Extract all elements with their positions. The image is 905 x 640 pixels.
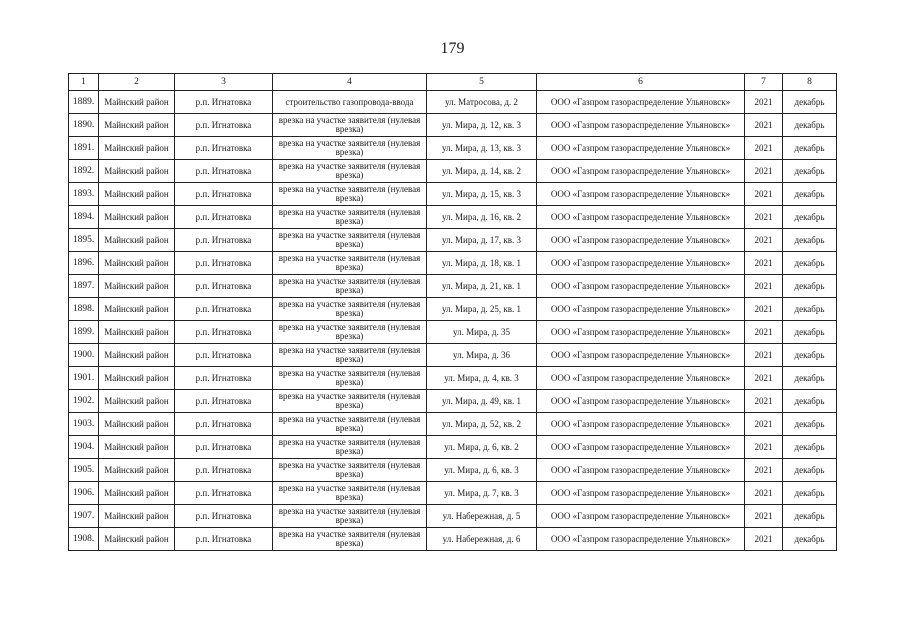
table-row [69,528,837,551]
work-type-cell: врезка на участке заявителя (нулевая врезка) [273,321,427,344]
column-header: 2 [99,74,175,91]
district-cell: Майнский район [99,206,175,229]
district-cell: Майнский район [99,137,175,160]
year-cell: 2021 [745,91,783,114]
address-cell: ул. Мира, д. 25, кв. 1 [427,298,537,321]
year-cell: 2021 [745,344,783,367]
year-cell: 2021 [745,459,783,482]
district-cell: Майнский район [99,114,175,137]
table-row [69,321,837,344]
table-row [69,390,837,413]
registry-table [68,73,837,551]
year-cell: 2021 [745,206,783,229]
table-row [69,160,837,183]
column-header: 5 [427,74,537,91]
month-cell: декабрь [783,413,837,436]
district-cell: Майнский район [99,275,175,298]
month-cell: декабрь [783,229,837,252]
table-row [69,229,837,252]
district-cell: Майнский район [99,413,175,436]
table-row [69,114,837,137]
month-cell: декабрь [783,436,837,459]
row-number-cell: 1904. [69,436,99,459]
work-type-cell: врезка на участке заявителя (нулевая врезка) [273,252,427,275]
year-cell: 2021 [745,275,783,298]
year-cell: 2021 [745,114,783,137]
year-cell: 2021 [745,390,783,413]
year-cell: 2021 [745,528,783,551]
address-cell: ул. Мира, д. 12, кв. 3 [427,114,537,137]
locality-cell: р.п. Игнатовка [175,321,273,344]
locality-cell: р.п. Игнатовка [175,344,273,367]
work-type-cell: врезка на участке заявителя (нулевая врезка) [273,367,427,390]
work-type-cell: врезка на участке заявителя (нулевая врезка) [273,528,427,551]
month-cell: декабрь [783,367,837,390]
organization-cell: ООО «Газпром газораспределение Ульяновск» [537,206,745,229]
locality-cell: р.п. Игнатовка [175,390,273,413]
organization-cell: ООО «Газпром газораспределение Ульяновск» [537,160,745,183]
column-header: 8 [783,74,837,91]
row-number-cell: 1896. [69,252,99,275]
month-cell: декабрь [783,482,837,505]
row-number-cell: 1895. [69,229,99,252]
organization-cell: ООО «Газпром газораспределение Ульяновск» [537,367,745,390]
locality-cell: р.п. Игнатовка [175,275,273,298]
locality-cell: р.п. Игнатовка [175,91,273,114]
address-cell: ул. Мира, д. 4, кв. 3 [427,367,537,390]
district-cell: Майнский район [99,367,175,390]
table-row [69,482,837,505]
locality-cell: р.п. Игнатовка [175,528,273,551]
locality-cell: р.п. Игнатовка [175,206,273,229]
address-cell: ул. Мира, д. 49, кв. 1 [427,390,537,413]
work-type-cell: врезка на участке заявителя (нулевая врезка) [273,183,427,206]
district-cell: Майнский район [99,321,175,344]
month-cell: декабрь [783,505,837,528]
month-cell: декабрь [783,275,837,298]
work-type-cell: врезка на участке заявителя (нулевая врезка) [273,275,427,298]
work-type-cell: врезка на участке заявителя (нулевая врезка) [273,160,427,183]
address-cell: ул. Мира, д. 6, кв. 3 [427,459,537,482]
work-type-cell: врезка на участке заявителя (нулевая врезка) [273,206,427,229]
work-type-cell: врезка на участке заявителя (нулевая врезка) [273,413,427,436]
address-cell: ул. Мира, д. 21, кв. 1 [427,275,537,298]
district-cell: Майнский район [99,91,175,114]
month-cell: декабрь [783,528,837,551]
year-cell: 2021 [745,321,783,344]
locality-cell: р.п. Игнатовка [175,137,273,160]
address-cell: ул. Набережная, д. 5 [427,505,537,528]
district-cell: Майнский район [99,459,175,482]
work-type-cell: врезка на участке заявителя (нулевая врезка) [273,436,427,459]
locality-cell: р.п. Игнатовка [175,183,273,206]
organization-cell: ООО «Газпром газораспределение Ульяновск» [537,137,745,160]
column-header: 1 [69,74,99,91]
year-cell: 2021 [745,137,783,160]
table-row [69,206,837,229]
table-row [69,505,837,528]
table-row [69,183,837,206]
organization-cell: ООО «Газпром газораспределение Ульяновск» [537,390,745,413]
district-cell: Майнский район [99,390,175,413]
year-cell: 2021 [745,229,783,252]
row-number-cell: 1894. [69,206,99,229]
month-cell: декабрь [783,298,837,321]
table-row [69,275,837,298]
district-cell: Майнский район [99,298,175,321]
year-cell: 2021 [745,160,783,183]
locality-cell: р.п. Игнатовка [175,114,273,137]
address-cell: ул. Мира, д. 13, кв. 3 [427,137,537,160]
row-number-cell: 1899. [69,321,99,344]
organization-cell: ООО «Газпром газораспределение Ульяновск» [537,459,745,482]
month-cell: декабрь [783,252,837,275]
locality-cell: р.п. Игнатовка [175,505,273,528]
organization-cell: ООО «Газпром газораспределение Ульяновск» [537,436,745,459]
month-cell: декабрь [783,183,837,206]
year-cell: 2021 [745,436,783,459]
district-cell: Майнский район [99,183,175,206]
district-cell: Майнский район [99,229,175,252]
row-number-cell: 1903. [69,413,99,436]
organization-cell: ООО «Газпром газораспределение Ульяновск» [537,252,745,275]
month-cell: декабрь [783,459,837,482]
table-row [69,252,837,275]
address-cell: ул. Мира, д. 18, кв. 1 [427,252,537,275]
work-type-cell: врезка на участке заявителя (нулевая врезка) [273,482,427,505]
row-number-cell: 1897. [69,275,99,298]
table-row [69,413,837,436]
work-type-cell: врезка на участке заявителя (нулевая врезка) [273,390,427,413]
year-cell: 2021 [745,413,783,436]
address-cell: ул. Мира, д. 17, кв. 3 [427,229,537,252]
address-cell: ул. Мира, д. 14, кв. 2 [427,160,537,183]
locality-cell: р.п. Игнатовка [175,367,273,390]
address-cell: ул. Мира, д. 15, кв. 3 [427,183,537,206]
row-number-cell: 1890. [69,114,99,137]
row-number-cell: 1898. [69,298,99,321]
organization-cell: ООО «Газпром газораспределение Ульяновск» [537,183,745,206]
locality-cell: р.п. Игнатовка [175,298,273,321]
month-cell: декабрь [783,390,837,413]
month-cell: декабрь [783,91,837,114]
address-cell: ул. Мира, д. 35 [427,321,537,344]
year-cell: 2021 [745,252,783,275]
column-header: 7 [745,74,783,91]
table-row [69,436,837,459]
locality-cell: р.п. Игнатовка [175,482,273,505]
organization-cell: ООО «Газпром газораспределение Ульяновск» [537,91,745,114]
organization-cell: ООО «Газпром газораспределение Ульяновск» [537,528,745,551]
organization-cell: ООО «Газпром газораспределение Ульяновск» [537,482,745,505]
row-number-cell: 1902. [69,390,99,413]
locality-cell: р.п. Игнатовка [175,413,273,436]
organization-cell: ООО «Газпром газораспределение Ульяновск» [537,505,745,528]
organization-cell: ООО «Газпром газораспределение Ульяновск» [537,321,745,344]
locality-cell: р.п. Игнатовка [175,459,273,482]
organization-cell: ООО «Газпром газораспределение Ульяновск» [537,344,745,367]
table-row [69,459,837,482]
month-cell: декабрь [783,114,837,137]
column-header: 6 [537,74,745,91]
district-cell: Майнский район [99,482,175,505]
column-header: 4 [273,74,427,91]
district-cell: Майнский район [99,344,175,367]
locality-cell: р.п. Игнатовка [175,229,273,252]
district-cell: Майнский район [99,505,175,528]
address-cell: ул. Мира, д. 6, кв. 2 [427,436,537,459]
month-cell: декабрь [783,206,837,229]
address-cell: ул. Мира, д. 52, кв. 2 [427,413,537,436]
work-type-cell: врезка на участке заявителя (нулевая врезка) [273,229,427,252]
year-cell: 2021 [745,482,783,505]
organization-cell: ООО «Газпром газораспределение Ульяновск» [537,298,745,321]
locality-cell: р.п. Игнатовка [175,160,273,183]
row-number-cell: 1891. [69,137,99,160]
month-cell: декабрь [783,160,837,183]
year-cell: 2021 [745,298,783,321]
organization-cell: ООО «Газпром газораспределение Ульяновск» [537,114,745,137]
organization-cell: ООО «Газпром газораспределение Ульяновск» [537,229,745,252]
address-cell: ул. Мира, д. 7, кв. 3 [427,482,537,505]
row-number-cell: 1901. [69,367,99,390]
work-type-cell: врезка на участке заявителя (нулевая врезка) [273,114,427,137]
work-type-cell: строительство газопровода-ввода [273,91,427,114]
table-body [69,91,837,551]
table-row [69,344,837,367]
table-row [69,298,837,321]
table-row [69,137,837,160]
locality-cell: р.п. Игнатовка [175,252,273,275]
address-cell: ул. Матросова, д. 2 [427,91,537,114]
month-cell: декабрь [783,137,837,160]
year-cell: 2021 [745,367,783,390]
work-type-cell: врезка на участке заявителя (нулевая врезка) [273,344,427,367]
row-number-cell: 1906. [69,482,99,505]
address-cell: ул. Мира, д. 36 [427,344,537,367]
page-number: 179 [440,40,465,57]
organization-cell: ООО «Газпром газораспределение Ульяновск» [537,413,745,436]
work-type-cell: врезка на участке заявителя (нулевая врезка) [273,137,427,160]
header-row [69,74,837,91]
table-row [69,91,837,114]
work-type-cell: врезка на участке заявителя (нулевая врезка) [273,505,427,528]
row-number-cell: 1892. [69,160,99,183]
row-number-cell: 1889. [69,91,99,114]
work-type-cell: врезка на участке заявителя (нулевая врезка) [273,298,427,321]
address-cell: ул. Мира, д. 16, кв. 2 [427,206,537,229]
row-number-cell: 1893. [69,183,99,206]
organization-cell: ООО «Газпром газораспределение Ульяновск» [537,275,745,298]
month-cell: декабрь [783,321,837,344]
table-row [69,367,837,390]
column-header: 3 [175,74,273,91]
district-cell: Майнский район [99,436,175,459]
row-number-cell: 1905. [69,459,99,482]
row-number-cell: 1907. [69,505,99,528]
year-cell: 2021 [745,505,783,528]
work-type-cell: врезка на участке заявителя (нулевая врезка) [273,459,427,482]
address-cell: ул. Набережная, д. 6 [427,528,537,551]
row-number-cell: 1908. [69,528,99,551]
district-cell: Майнский район [99,160,175,183]
district-cell: Майнский район [99,528,175,551]
locality-cell: р.п. Игнатовка [175,436,273,459]
month-cell: декабрь [783,344,837,367]
row-number-cell: 1900. [69,344,99,367]
district-cell: Майнский район [99,252,175,275]
year-cell: 2021 [745,183,783,206]
table-header [69,74,837,91]
